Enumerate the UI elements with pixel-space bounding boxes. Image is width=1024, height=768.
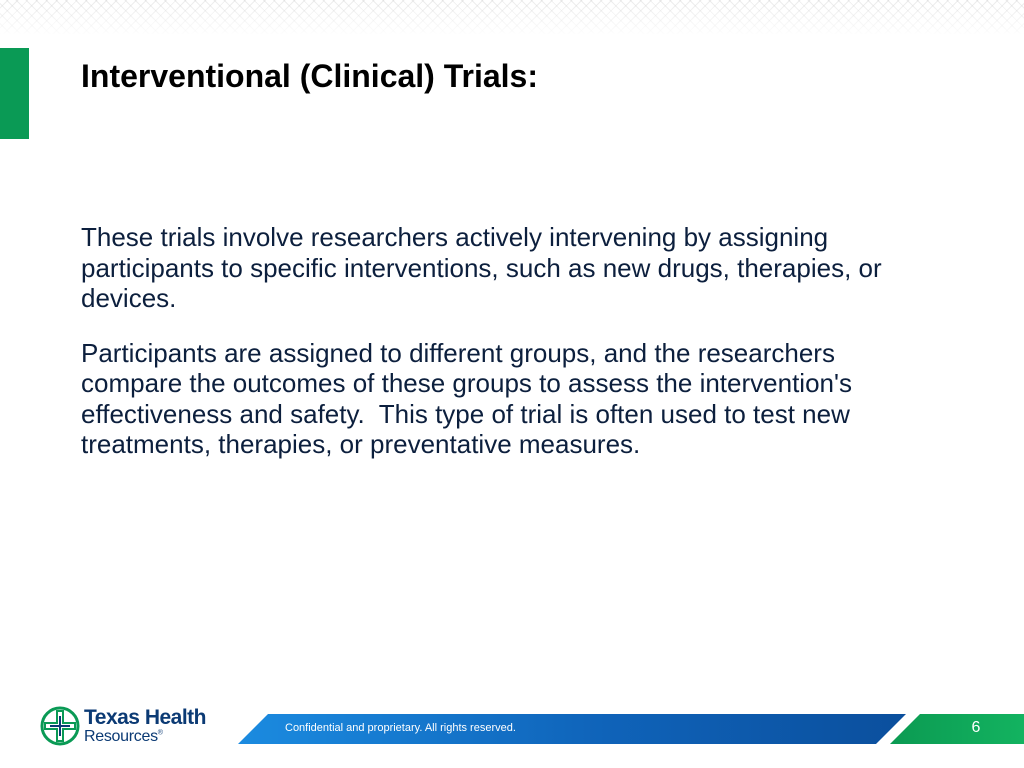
logo-subtitle bbox=[84, 728, 163, 746]
texas-health-cross-logo-icon bbox=[40, 706, 80, 746]
title-accent-bar bbox=[0, 48, 29, 139]
logo-name: Texas Health bbox=[84, 706, 206, 729]
page-number-band bbox=[890, 714, 1024, 744]
logo-subtitle-text: Resources bbox=[84, 728, 158, 745]
slide-body bbox=[81, 222, 941, 484]
confidential-notice: Confidential and proprietary. All rights reserved. bbox=[285, 722, 516, 734]
body-paragraph-2: Participants are assigned to different groups, and the researchers compare the outcomes of these groups to assess the intervention's effectiveness and safety. This type of trial is often used to test new treatments, therapies, or preventative measures. bbox=[81, 337, 860, 459]
slide-title: Interventional (Clinical) Trials: bbox=[81, 58, 538, 94]
texas-health-logo bbox=[40, 706, 230, 750]
page-number: 6 bbox=[971, 719, 981, 736]
registered-mark: ® bbox=[157, 729, 163, 737]
top-decorative-pattern bbox=[0, 0, 1024, 34]
body-paragraph-1: These trials involve researchers actively intervening by assigning participants to specific interventions, such as new drugs, therapies, or devices. bbox=[81, 222, 889, 313]
